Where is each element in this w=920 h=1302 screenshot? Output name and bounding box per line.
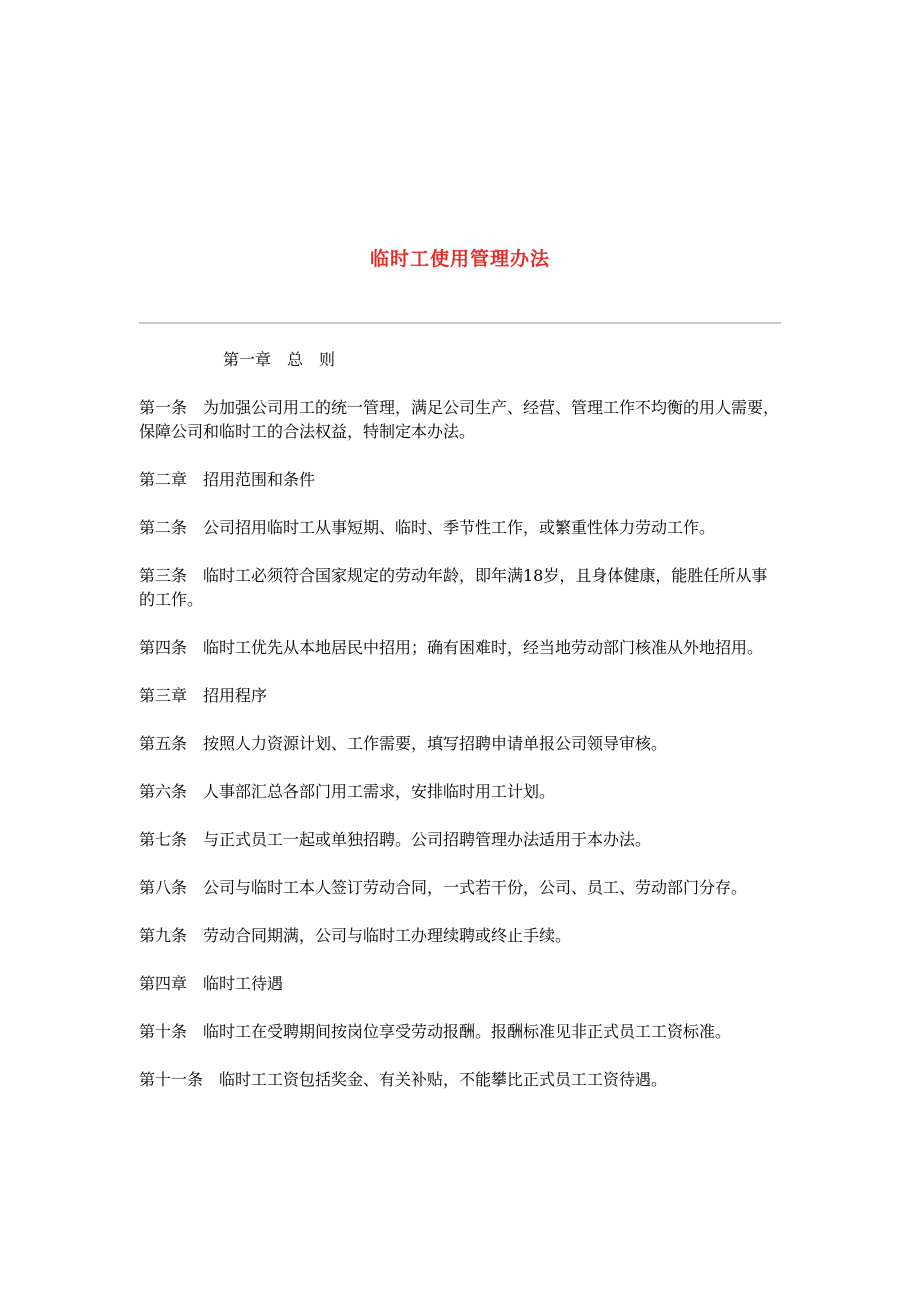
article-7: 第七条 与正式员工一起或单独招聘。公司招聘管理办法适用于本办法。 [139, 830, 652, 849]
article-10: 第十条 临时工在受聘期间按岗位享受劳动报酬。报酬标准见非正式员工工资标准。 [139, 1022, 732, 1041]
article-6: 第六条 人事部汇总各部门用工需求，安排临时用工计划。 [139, 782, 556, 801]
article-8: 第八条 公司与临时工本人签订劳动合同，一式若干份，公司、员工、劳动部门分存。 [139, 878, 748, 897]
chapter-1-heading: 第一章 总 则 [223, 350, 336, 369]
article-5: 第五条 按照人力资源计划、工作需要，填写招聘申请单报公司领导审核。 [139, 734, 668, 753]
chapter-4-heading: 第四章 临时工待遇 [139, 974, 284, 993]
document-body [139, 348, 781, 1116]
chapter-2-heading: 第二章 招用范围和条件 [139, 470, 316, 489]
title-divider [139, 322, 781, 324]
article-11: 第十一条 临时工工资包括奖金、有关补贴，不能攀比正式员工工资待遇。 [139, 1070, 668, 1089]
article-4: 第四条 临时工优先从本地居民中招用；确有困难时，经当地劳动部门核准从外地招用。 [139, 638, 764, 657]
chapter-3-heading: 第三章 招用程序 [139, 686, 268, 705]
article-2: 第二条 公司招用临时工从事短期、临时、季节性工作，或繁重性体力劳动工作。 [139, 518, 716, 537]
article-1: 第一条 为加强公司用工的统一管理，满足公司生产、经营、管理工作不均衡的用人需要，保障公司和临时工的合法权益，特制定本办法。 [139, 398, 780, 441]
article-3: 第三条 临时工必须符合国家规定的劳动年龄，即年满18岁，且身体健康，能胜任所从事的工作。 [139, 566, 768, 609]
article-9: 第九条 劳动合同期满，公司与临时工办理续聘或终止手续。 [139, 926, 572, 945]
document-title: 临时工使用管理办法 [369, 248, 550, 270]
